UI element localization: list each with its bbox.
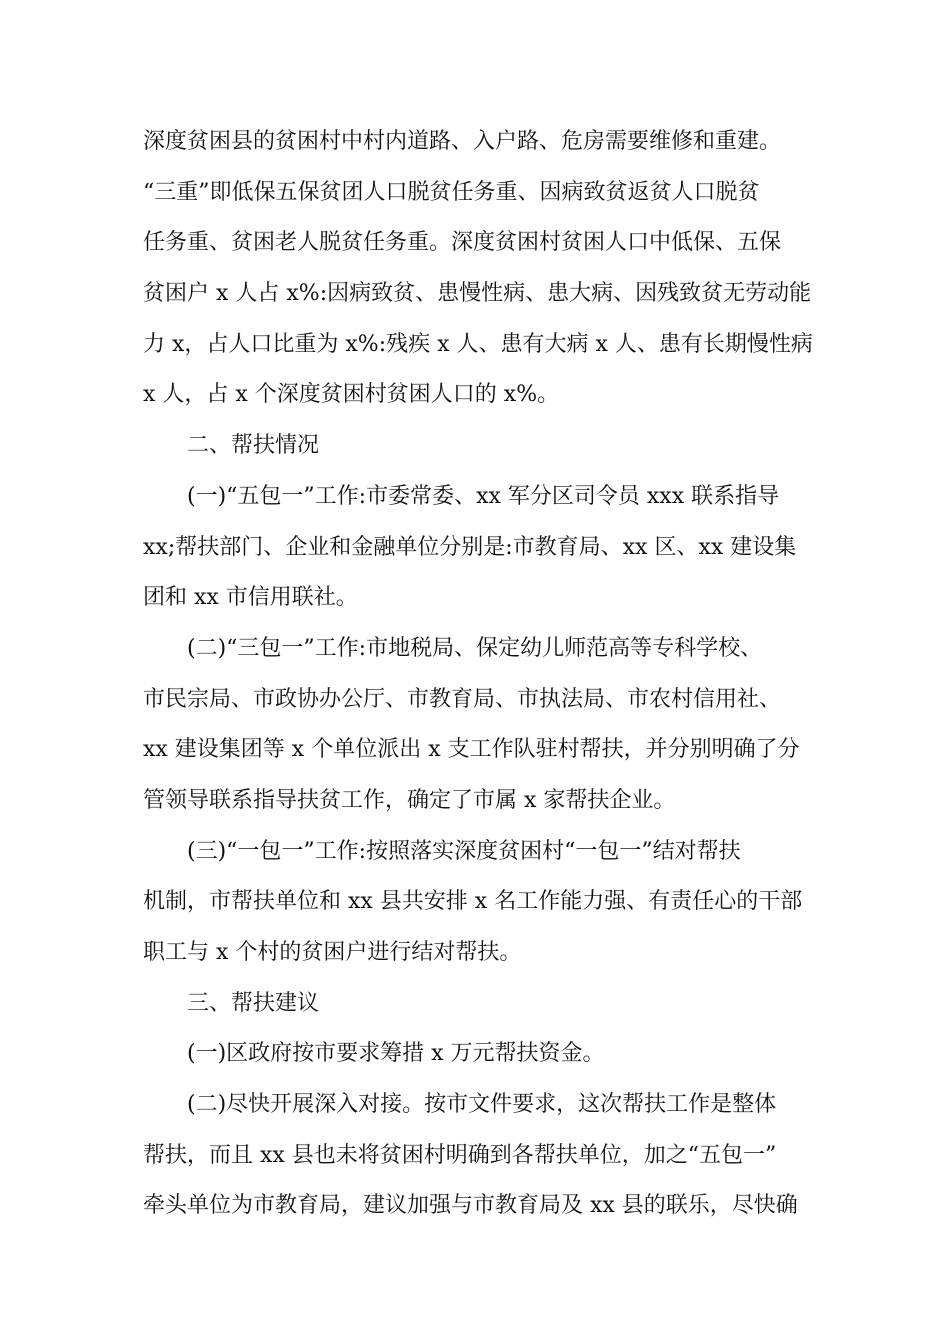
section-heading: 二、帮扶情况 [187, 433, 320, 459]
text-line: 任务重、贫困老人脱贫任务重。深度贫困村贫困人口中低保、五保 [143, 230, 782, 256]
text-line: (二)“三包一”工作:市地税局、保定幼儿师范高等专科学校、 [187, 635, 763, 661]
section-heading: 三、帮扶建议 [187, 990, 320, 1016]
text-line: 牵头单位为市教育局，建议加强与市教育局及 xx 县的联乐，尽快确 [143, 1193, 798, 1219]
text-line: 深度贫困县的贫困村中村内道路、入户路、危房需要维修和重建。 [143, 129, 782, 154]
text-line: 市民宗局、市政协办公厅、市教育局、市执法局、市农村信用社、 [143, 686, 782, 712]
text-line: 管领导联系指导扶贫工作，确定了市属 x 家帮扶企业。 [143, 787, 676, 813]
text-line: 职工与 x 个村的贫困户进行结对帮扶。 [143, 940, 522, 965]
text-line: 机制，市帮扶单位和 xx 县共安排 x 名工作能力强、有责任心的干部 [143, 889, 803, 915]
text-line: (二)尽快开展深入对接。按市文件要求，这次帮扶工作是整体 [187, 1092, 777, 1118]
text-line: 帮扶，而且 xx 县也未将贫困村明确到各帮扶单位，加之“五包一” [143, 1142, 777, 1168]
text-line: 力 x，占人口比重为 x%:残疾 x 人、患有大病 x 人、患有长期慢性病 [143, 331, 813, 357]
text-line: x 人，占 x 个深度贫困村贫困人口的 x%。 [143, 382, 560, 408]
text-line: 团和 xx 市信用联社。 [143, 585, 358, 611]
text-line: xx;帮扶部门、企业和金融单位分别是:市教育局、xx 区、xx 建设集 [143, 534, 797, 560]
text-line: (三)“一包一”工作:按照落实深度贫困村“一包一”结对帮扶 [187, 838, 741, 864]
text-line: (一)区政府按市要求筹措 x 万元帮扶资金。 [187, 1041, 605, 1067]
text-line: (一)“五包一”工作:市委常委、xx 军分区司令员 xxx 联系指导 [187, 483, 780, 509]
text-line: “三重”即低保五保贫团人口脱贫任务重、因病致贫返贫人口脱贫 [143, 179, 760, 205]
text-line: 贫困户 x 人占 x%:因病致贫、患慢性病、患大病、因残致贫无劳动能 [143, 281, 812, 307]
text-line: xx 建设集团等 x 个单位派出 x 支工作队驻村帮扶，并分别明确了分 [143, 737, 800, 763]
document-body [143, 117, 813, 1232]
